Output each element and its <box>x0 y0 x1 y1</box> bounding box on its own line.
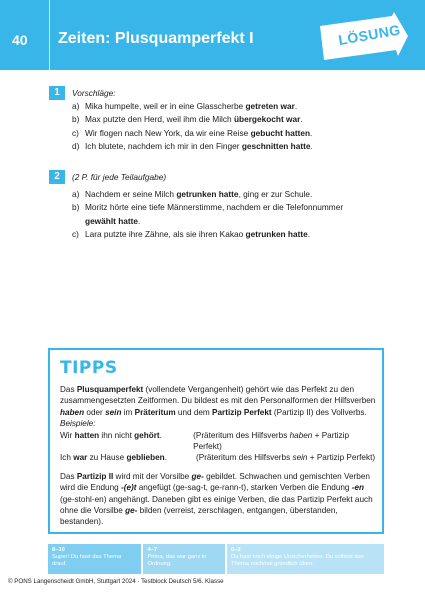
list-item: b) Max putzte den Herd, weil ihm die Milch übergekocht war. <box>72 114 303 125</box>
page-title: Zeiten: Plusquamperfekt I <box>58 30 254 47</box>
list-item: c) Wir flogen nach New York, da wir eine Reise gebucht hatten. <box>72 127 313 138</box>
list-item: c) Lara putzte ihre Zähne, als sie ihren Kakao getrunken hatte. <box>72 228 311 239</box>
examples-label: Beispiele: <box>60 419 96 429</box>
page-number: 40 <box>12 32 28 48</box>
page-header <box>0 0 425 70</box>
tipps-paragraph-2: Das Partizip II wird mit der Vorsilbe ge- gebildet. Schwachen und gemischten Verben wird die Endung -(e)t angefügt (ge-sag-t, ge-rann-t), starken Verben die Endung -en (ge-stohl-en) angehängt. Daneben gibt es einige Verben, die das Partizip Perfekt auch ohne die Vorsilbe ge- bilden (verreist, zerschlagen, entgangen, überstanden, bestanden). <box>60 471 373 527</box>
list-item: a) Mika humpelte, weil er in eine Glasscherbe getreten war. <box>72 101 298 112</box>
task-1 <box>72 87 402 153</box>
example-row: Wir hatten ihn nicht gehört. (Präteritum des Hilfsverbs haben + Partizip Perfekt) <box>60 430 350 452</box>
task-1-intro: Vorschläge: <box>72 88 116 98</box>
example-row: Ich war zu Hause geblieben. (Präteritum des Hilfsverbs sein + Partizip Perfekt) <box>60 453 376 463</box>
tipps-body <box>60 384 376 528</box>
tipps-paragraph-1: Das Plusquamperfekt (vollendete Vergangenheit) gehört wie das Perfekt zu den zusammengesetzten Zeitformen. Du bildest es mit den Personalformen der Hilfsverben haben oder sein im Präteritum und dem Partizip Perfekt (Partizip II) des Vollverbs. <box>60 385 376 417</box>
task-2 <box>72 171 402 241</box>
list-item: b) Moritz hörte eine tiefe Männerstimme, nachdem er die Telefonnummer gewählt hatte. <box>72 202 344 226</box>
score-bar <box>48 544 384 574</box>
list-item: a) Nachdem er seine Milch getrunken hatte, ging er zur Schule. <box>72 189 313 200</box>
score-cell-low: 0–3 Du hast noch einige Unsicherheiten. Du solltest das Thema nochmal gründlich üben. <box>227 544 384 574</box>
score-cell-mid: 4–7 Prima, das war ganz in Ordnung. <box>143 544 225 574</box>
task-number-2: 2 <box>49 170 65 184</box>
list-item: d) Ich blutete, nachdem ich mir in den Finger geschnitten hatte. <box>72 140 313 151</box>
header-divider <box>49 0 50 70</box>
tipps-box <box>48 348 384 534</box>
loesung-badge: LÖSUNG <box>337 21 402 49</box>
tipps-heading: TIPPS <box>60 358 118 378</box>
task-2-intro: (2 P. für jede Teilaufgabe) <box>72 172 167 182</box>
score-cell-high: 8–10 Super! Du hast das Thema drauf. <box>48 544 141 574</box>
copyright-footer: © PONS Langenscheidt GmbH, Stuttgart 2024 · Testblock Deutsch 5/6. Klasse <box>8 578 224 585</box>
task-number-1: 1 <box>49 86 65 100</box>
